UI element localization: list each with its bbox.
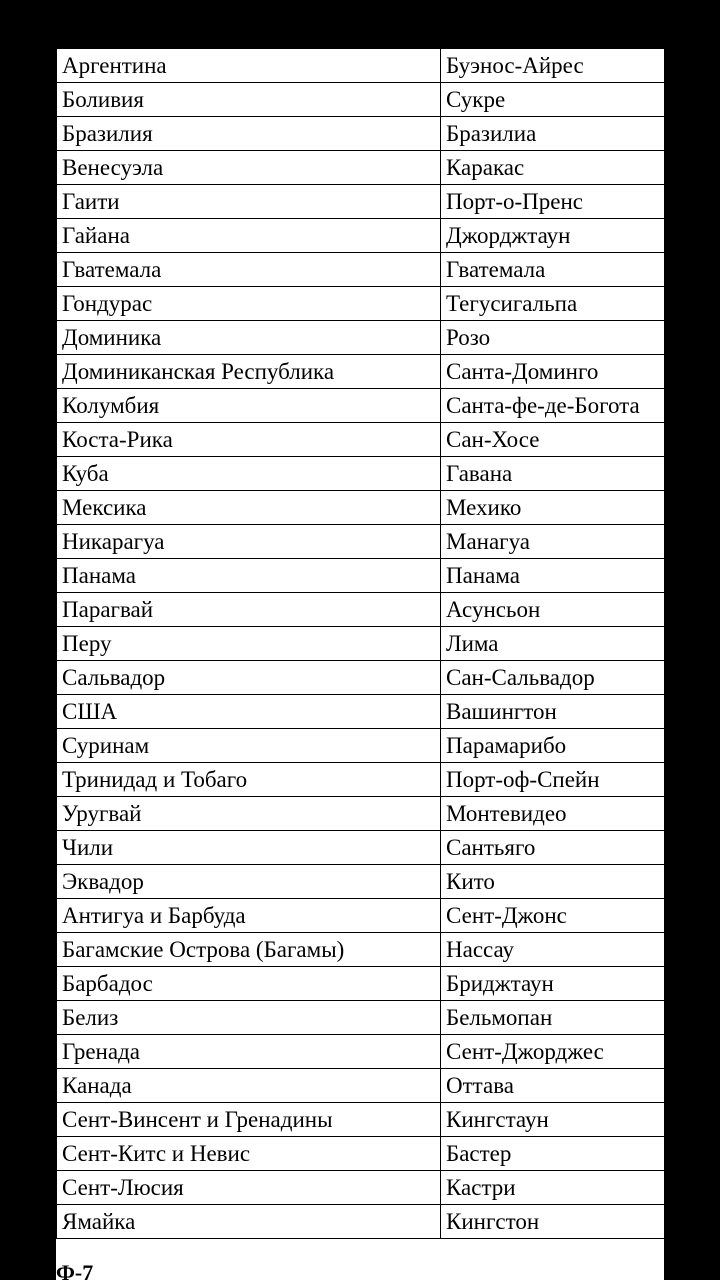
table-row bbox=[57, 49, 665, 83]
capital-cell: Санта-фе-де-Богота bbox=[441, 389, 665, 423]
capital-cell: Порт-о-Пренс bbox=[441, 185, 665, 219]
table-row bbox=[57, 1103, 665, 1137]
capital-cell: Сан-Сальвадор bbox=[441, 661, 665, 695]
country-cell: США bbox=[57, 695, 441, 729]
capital-cell: Кингстаун bbox=[441, 1103, 665, 1137]
country-cell: Мексика bbox=[57, 491, 441, 525]
table-row bbox=[57, 1001, 665, 1035]
capital-cell: Сукре bbox=[441, 83, 665, 117]
country-cell: Эквадор bbox=[57, 865, 441, 899]
country-cell: Гаити bbox=[57, 185, 441, 219]
table-row bbox=[57, 219, 665, 253]
capital-cell: Порт-оф-Спейн bbox=[441, 763, 665, 797]
table-row bbox=[57, 389, 665, 423]
table-row bbox=[57, 627, 665, 661]
capital-cell: Гавана bbox=[441, 457, 665, 491]
table-row bbox=[57, 593, 665, 627]
country-cell: Суринам bbox=[57, 729, 441, 763]
table-row bbox=[57, 491, 665, 525]
capital-cell: Бриджтаун bbox=[441, 967, 665, 1001]
table-row bbox=[57, 967, 665, 1001]
table-row bbox=[57, 729, 665, 763]
country-cell: Сальвадор bbox=[57, 661, 441, 695]
country-cell: Бразилия bbox=[57, 117, 441, 151]
capital-cell: Лима bbox=[441, 627, 665, 661]
table-row bbox=[57, 423, 665, 457]
country-cell: Багамские Острова (Багамы) bbox=[57, 933, 441, 967]
country-cell: Аргентина bbox=[57, 49, 441, 83]
table-row bbox=[57, 321, 665, 355]
country-cell: Гватемала bbox=[57, 253, 441, 287]
country-cell: Уругвай bbox=[57, 797, 441, 831]
capital-cell: Манагуа bbox=[441, 525, 665, 559]
country-cell: Колумбия bbox=[57, 389, 441, 423]
country-cell: Белиз bbox=[57, 1001, 441, 1035]
capital-cell: Сент-Джонс bbox=[441, 899, 665, 933]
country-cell: Сент-Китс и Невис bbox=[57, 1137, 441, 1171]
capital-cell: Парамарибо bbox=[441, 729, 665, 763]
table-row bbox=[57, 117, 665, 151]
table-row bbox=[57, 355, 665, 389]
country-cell: Чили bbox=[57, 831, 441, 865]
country-cell: Никарагуа bbox=[57, 525, 441, 559]
country-cell: Гайана bbox=[57, 219, 441, 253]
table-body bbox=[57, 49, 665, 1239]
table-row bbox=[57, 1137, 665, 1171]
capital-cell: Бельмопан bbox=[441, 1001, 665, 1035]
table-row bbox=[57, 831, 665, 865]
table-row bbox=[57, 1171, 665, 1205]
table-row bbox=[57, 287, 665, 321]
capital-cell: Буэнос-Айрес bbox=[441, 49, 665, 83]
table-row bbox=[57, 1035, 665, 1069]
table-row bbox=[57, 797, 665, 831]
capital-cell: Каракас bbox=[441, 151, 665, 185]
country-cell: Гондурас bbox=[57, 287, 441, 321]
table-row bbox=[57, 865, 665, 899]
country-cell: Тринидад и Тобаго bbox=[57, 763, 441, 797]
countries-capitals-table bbox=[56, 48, 664, 1239]
capital-cell: Кито bbox=[441, 865, 665, 899]
country-cell: Перу bbox=[57, 627, 441, 661]
country-cell: Антигуа и Барбуда bbox=[57, 899, 441, 933]
capital-cell: Санта-Доминго bbox=[441, 355, 665, 389]
table-row bbox=[57, 253, 665, 287]
capital-cell: Вашингтон bbox=[441, 695, 665, 729]
country-cell: Венесуэла bbox=[57, 151, 441, 185]
country-cell: Доминика bbox=[57, 321, 441, 355]
table-row bbox=[57, 695, 665, 729]
country-cell: Сент-Винсент и Гренадины bbox=[57, 1103, 441, 1137]
country-cell: Доминиканская Республика bbox=[57, 355, 441, 389]
capital-cell: Панама bbox=[441, 559, 665, 593]
table-row bbox=[57, 559, 665, 593]
table-row bbox=[57, 899, 665, 933]
country-cell: Панама bbox=[57, 559, 441, 593]
country-cell: Канада bbox=[57, 1069, 441, 1103]
capital-cell: Оттава bbox=[441, 1069, 665, 1103]
capital-cell: Сан-Хосе bbox=[441, 423, 665, 457]
capital-cell: Нассау bbox=[441, 933, 665, 967]
table-row bbox=[57, 151, 665, 185]
capital-cell: Монтевидео bbox=[441, 797, 665, 831]
capital-cell: Кастри bbox=[441, 1171, 665, 1205]
capital-cell: Асунсьон bbox=[441, 593, 665, 627]
document-page bbox=[56, 48, 664, 1280]
table-row bbox=[57, 83, 665, 117]
country-cell: Боливия bbox=[57, 83, 441, 117]
capital-cell: Бразилиа bbox=[441, 117, 665, 151]
country-cell: Сент-Люсия bbox=[57, 1171, 441, 1205]
table-row bbox=[57, 457, 665, 491]
country-cell: Парагвай bbox=[57, 593, 441, 627]
table-row bbox=[57, 763, 665, 797]
table-row bbox=[57, 661, 665, 695]
capital-cell: Тегусигальпа bbox=[441, 287, 665, 321]
capital-cell: Розо bbox=[441, 321, 665, 355]
country-cell: Ямайка bbox=[57, 1205, 441, 1239]
country-cell: Коста-Рика bbox=[57, 423, 441, 457]
table-row bbox=[57, 1205, 665, 1239]
capital-cell: Мехико bbox=[441, 491, 665, 525]
table-row bbox=[57, 933, 665, 967]
capital-cell: Кингстон bbox=[441, 1205, 665, 1239]
table-row bbox=[57, 185, 665, 219]
country-cell: Куба bbox=[57, 457, 441, 491]
capital-cell: Бастер bbox=[441, 1137, 665, 1171]
country-cell: Барбадос bbox=[57, 967, 441, 1001]
capital-cell: Сент-Джорджес bbox=[441, 1035, 665, 1069]
capital-cell: Джорджтаун bbox=[441, 219, 665, 253]
table-row bbox=[57, 1069, 665, 1103]
capital-cell: Гватемала bbox=[441, 253, 665, 287]
country-cell: Гренада bbox=[57, 1035, 441, 1069]
page-footer-label: Ф-7 bbox=[56, 1260, 94, 1280]
table-row bbox=[57, 525, 665, 559]
capital-cell: Сантьяго bbox=[441, 831, 665, 865]
